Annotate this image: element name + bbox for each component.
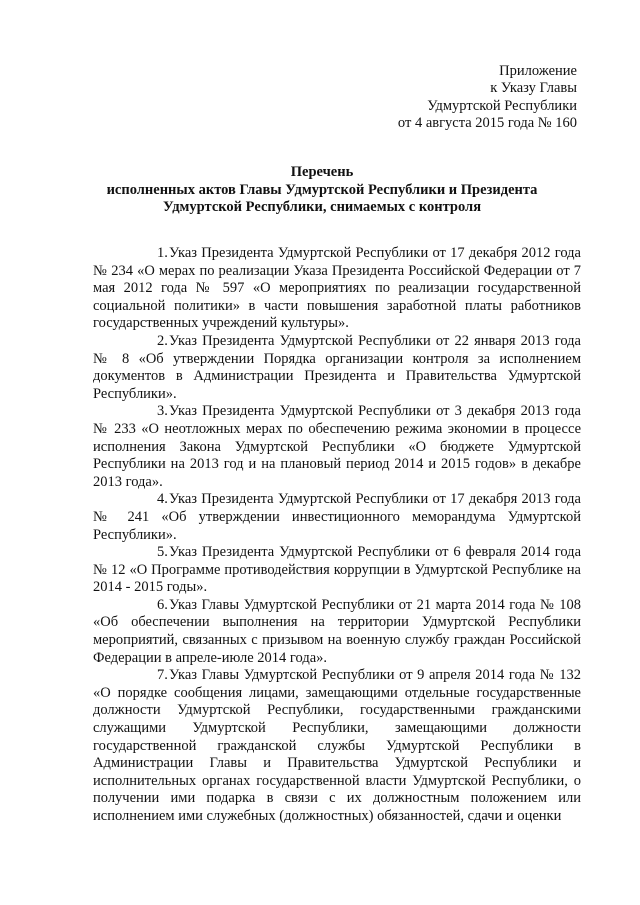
appendix-line: Удмуртской Республики bbox=[427, 97, 577, 114]
item-text: Указ Главы Удмуртской Республики от 21 марта 2014 года № 108 «Об обеспечении выполнения на территории Удмуртской Республики мероприятий, связанных с призывом на военную службу граждан Российской Федерации в апреле-июле 2014 года». bbox=[93, 596, 581, 666]
item-number: 6. bbox=[157, 596, 168, 613]
appendix-line: Приложение bbox=[499, 63, 577, 79]
item-text: Указ Президента Удмуртской Республики от 22 января 2013 года № 8 «Об утверждении Порядка организации контроля за исполнением документов в Администрации Президента и Правительства Удмуртской Республики». bbox=[93, 332, 581, 402]
list-item bbox=[93, 403, 581, 491]
item-text: Указ Главы Удмуртской Республики от 9 апреля 2014 года № 132 «О порядке сообщения лицами, замещающими отдельные государственные должности Удмуртской Республики, государственными гражданскими служащими Удмуртской Республики, замещающими должности государственной гражданской службы Удмуртской Республики в Администрации Главы и Правительства Удмуртской Республики и исполнительных органах государственной власти Удмуртской Республики, о получении ими подарка в связи с их должностным положением или исполнением ими служебных (должностных) обязанностей, сдачи и оценки bbox=[93, 667, 581, 824]
title-line: исполненных актов Главы Удмуртской Республики и Президента bbox=[106, 181, 538, 198]
item-text: Указ Президента Удмуртской Республики от 6 февраля 2014 года № 12 «О Программе противодействия коррупции в Удмуртской Республике на 2014 - 2015 годы». bbox=[93, 544, 581, 596]
list-item bbox=[93, 667, 581, 825]
item-number: 4. bbox=[157, 491, 168, 508]
item-text: Указ Президента Удмуртской Республики от 3 декабря 2013 года № 233 «О неотложных мерах по обеспечению режима экономии в процессе исполнения Закона Удмуртской Республики «О бюджете Удмуртской Республики на 2013 год и на плановый период 2014 и 2015 годов» в декабре 2013 года». bbox=[93, 403, 581, 490]
title-line: Удмуртской Республики, снимаемых с контроля bbox=[162, 199, 482, 215]
item-number: 5. bbox=[157, 544, 168, 561]
item-number: 2. bbox=[157, 332, 168, 349]
list-item bbox=[93, 597, 581, 667]
title-line: Перечень bbox=[290, 164, 354, 180]
list-item bbox=[93, 491, 581, 544]
appendix-line: от 4 августа 2015 года № 160 bbox=[397, 114, 577, 131]
item-number: 1. bbox=[157, 245, 168, 261]
item-text: Указ Президента Удмуртской Республики от 17 декабря 2012 года № 234 «О мерах по реализации Указа Президента Российской Федерации от 7 мая 2012 года № 597 «О мероприятиях по реализации государственной социальной политики» в части повышения заработной платы работников государственных учреждений культуры». bbox=[93, 245, 581, 332]
appendix-header bbox=[377, 63, 577, 132]
appendix-line: к Указу Главы bbox=[490, 80, 577, 97]
item-number: 7. bbox=[157, 667, 168, 684]
document-title bbox=[92, 164, 552, 217]
item-number: 3. bbox=[157, 403, 168, 420]
list-item bbox=[93, 544, 581, 597]
item-text: Указ Президента Удмуртской Республики от 17 декабря 2013 года № 241 «Об утверждении инвестиционного меморандума Удмуртской Республики». bbox=[93, 491, 581, 543]
list-item bbox=[93, 245, 581, 333]
list-item bbox=[93, 333, 581, 403]
acts-list bbox=[93, 245, 581, 826]
